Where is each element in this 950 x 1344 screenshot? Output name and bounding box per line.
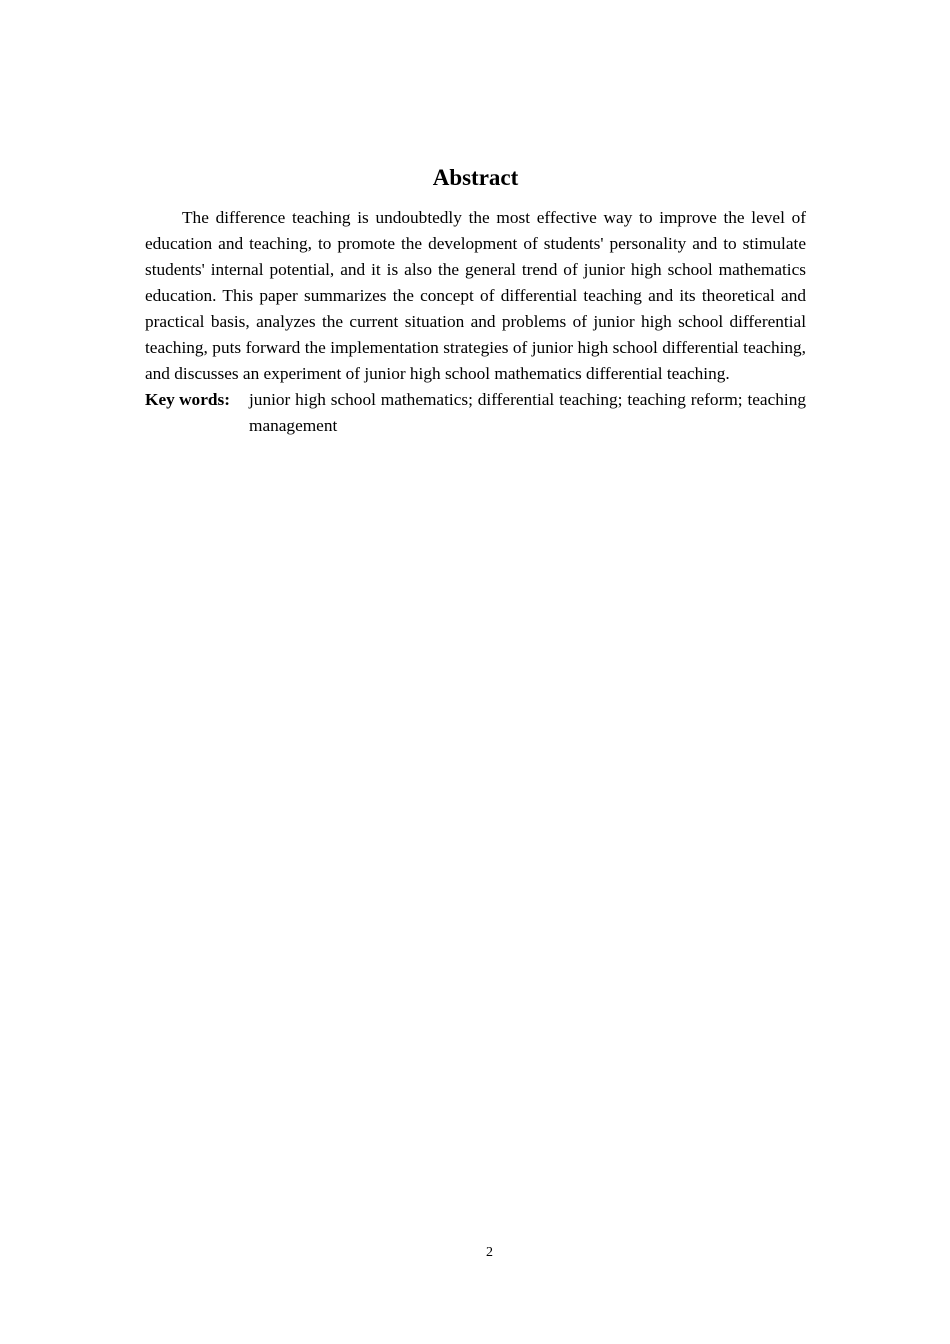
keywords-label: Key words: xyxy=(145,390,230,409)
page-number: 2 xyxy=(486,1245,493,1260)
abstract-title: Abstract xyxy=(432,165,519,190)
abstract-section xyxy=(145,163,806,439)
keywords-line xyxy=(145,387,806,439)
keywords-text: junior high school mathematics; differential teaching; teaching reform; teaching management xyxy=(249,390,806,435)
abstract-body: The difference teaching is undoubtedly the most effective way to improve the level of education and teaching, to promote the development of students' personality and to stimulate students' internal potential, and it is also the general trend of junior high school mathematics education. This paper summarizes the concept of differential teaching and its theoretical and practical basis, analyzes the current situation and problems of junior high school differential teaching, puts forward the implementation strategies of junior high school differential teaching, and discusses an experiment of junior high school mathematics differential teaching. xyxy=(145,208,806,383)
